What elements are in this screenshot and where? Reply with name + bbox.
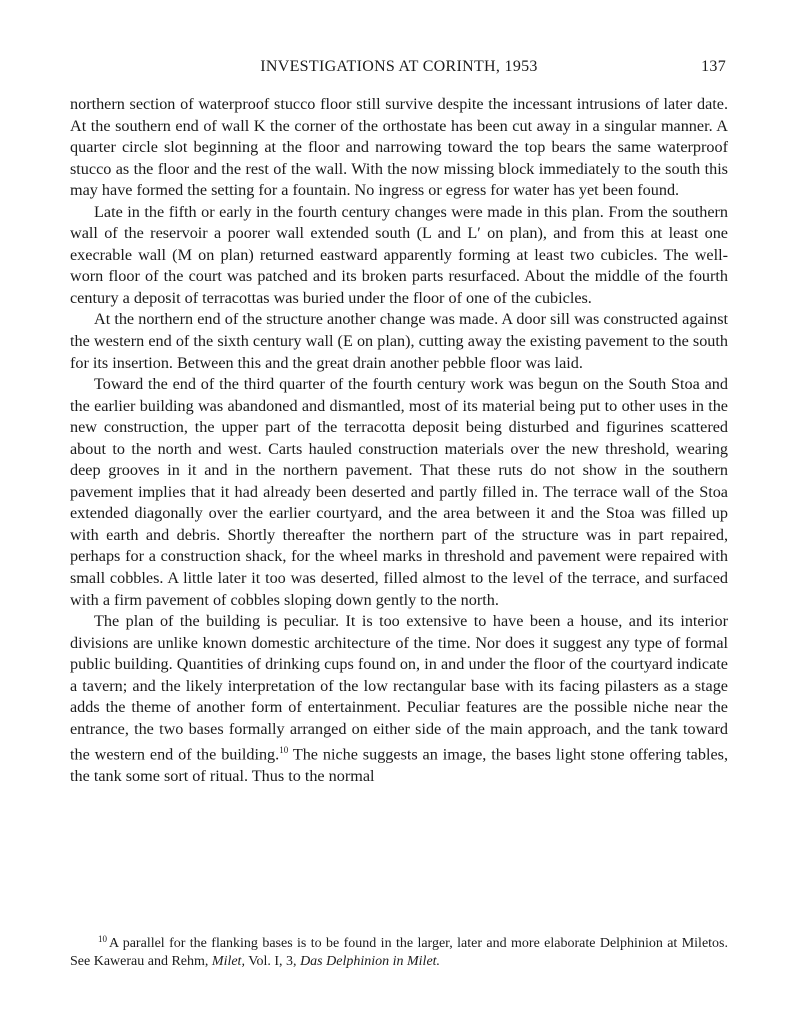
paragraph: Toward the end of the third quarter of the fourth century work was begun on the South Stoa and the earlier building was abandoned and dismantled, most of its material being put to other uses in the new construction, the upper part of the terracotta deposit being disturbed and figurines scattered about to the north and west. Carts hauled construction materials over the new threshold, wearing deep grooves in it and in the northern pavement. That these ruts do not show in the southern pavement implies that it had already been deserted and partly filled in. The terrace wall of the Stoa extended diagonally over the earlier courtyard, and the area between it and the Stoa was filled up with earth and debris. Shortly thereafter the northern part of the structure was in part repaired, perhaps for a construction shack, for the wheel marks in threshold and pavement were repaired with small cobbles. A little later it too was deserted, filled almost to the level of the terrace, and surfaced with a firm pavement of cobbles sloping down gently to the north. [70,375,728,609]
paragraph-with-footnote-ref [70,611,728,788]
footnote-marker: 10 [98,934,107,944]
footnote-title-italic: Milet, [211,953,245,969]
paragraph-continued: northern section of waterproof stucco floor still survive despite the incessant intrusions of later date. At the southern end of wall K the corner of the orthostate has been cut away in a singular manner. A quarter circle slot beginning at the floor and narrowing toward the top bears the same waterproof stucco as the floor and the rest of the wall. With the now missing block immediately to the south this may have formed the setting for a fountain. No ingress or egress for water has yet been found. [70,95,728,200]
paragraph: Late in the fifth or early in the fourth century changes were made in this plan. From the southern wall of the reservoir a poorer wall extended south (L and L′ on plan), and from this at least one execrable wall (M on plan) returned eastward apparently forming at least two cubicles. The well-worn floor of the court was patched and its broken parts resurfaced. About the middle of the fourth century a deposit of terracottas was buried under the floor of one of the cubicles. [70,202,728,307]
document-page [70,56,728,788]
footnote [70,931,728,970]
running-header [70,56,728,80]
body-text [70,94,728,788]
page-number: 137 [701,58,726,75]
footnote-reference[interactable]: 10 [279,745,289,756]
footnote-text-middle: Vol. I, 3, [248,953,297,969]
paragraph-text-cont: The niche suggests an image, the bases light stone offering tables, the tank some sort of ritual. Thus to the normal [70,745,728,786]
running-title: INVESTIGATIONS AT CORINTH, 1953 [260,58,538,75]
paragraph-text: The plan of the building is peculiar. It is too extensive to have been a house, and its interior divisions are unlike known domestic architecture of the time. Nor does it suggest any type of formal public building. Quantities of drinking cups found on, in and under the floor of the courtyard indicate a tavern; and the likely interpretation of the low rectangular base with its facing pilasters as a stage adds the theme of another form of entertainment. Peculiar features are the possible niche near the entrance, the two bases formally arranged on either side of the main approach, and the tank toward the western end of the building. [70,612,728,764]
footnote-text: A parallel for the flanking bases is to be found in the larger, later and more elaborate Delphinion at Miletos. See Kawerau and Rehm, [70,936,728,969]
footnote-title-italic: Das Delphinion in Milet. [300,953,441,969]
paragraph: At the northern end of the structure another change was made. A door sill was constructed against the western end of the sixth century wall (E on plan), cutting away the existing pavement to the south for its insertion. Between this and the great drain another pebble floor was laid. [70,310,728,372]
